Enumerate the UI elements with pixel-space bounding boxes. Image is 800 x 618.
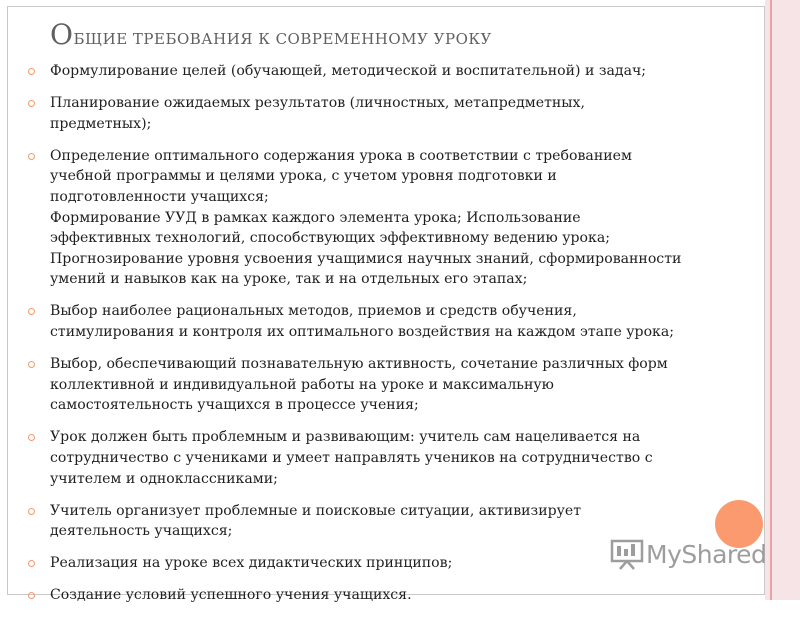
list-item	[28, 427, 768, 489]
requirements-list	[28, 61, 768, 618]
list-item-text: Выбор, обеспечивающий познавательную активность, сочетание различных форм коллективной и индивидуальной работы на уроке и максимальную самостоятельность учащихся в процессе учения;	[50, 356, 668, 414]
list-item-text: Создание условий успешного учения учащихся.	[50, 587, 412, 604]
list-item	[28, 354, 768, 416]
list-item-text: Определение оптимального содержания урока в соответствии с требованием учебной программы и целями урока, с учетом уровня подготовки и подготовленности учащихся; Формирование УУД в рамках каждого элемента урока; Использование эффективных технологий, способствующих эффективному ведению урока; Прогнозирование уровня усвоения учащимися научных знаний, сформированности умений и навыков как на уроке, так и на отдельных его этапах;	[50, 147, 682, 288]
list-item	[28, 585, 768, 606]
watermark-text: MyShared	[646, 539, 767, 569]
list-item	[28, 301, 768, 342]
list-item-text: Выбор наиболее рациональных методов, приемов и средств обучения, стимулирования и контроля их оптимального воздействия на каждом этапе урока;	[50, 303, 675, 341]
bullet-icon	[28, 592, 35, 599]
watermark-logo	[610, 538, 766, 570]
list-item-text: Реализация на уроке всех дидактических принципов;	[50, 555, 453, 572]
list-item-text: Формулирование целей (обучающей, методической и воспитательной) и задач;	[50, 63, 647, 79]
list-item-text: Учитель организует проблемные и поисковые ситуации, активизирует деятельность учащихся;	[50, 502, 582, 540]
list-item-text: Урок должен быть проблемным и развивающим: учитель сам нацеливается на сотрудничество с учениками и умеет направлять учеников на сотрудничество с учителем и одноклассниками;	[50, 429, 653, 487]
slide-title	[50, 18, 750, 51]
bullet-icon	[28, 434, 35, 441]
slide-title-first-letter: О	[50, 18, 74, 51]
list-item	[28, 93, 768, 134]
slide-title-rest: бщие требования к современному уроку	[73, 25, 492, 49]
bullet-icon	[28, 361, 35, 368]
bullet-icon	[28, 68, 35, 75]
list-item	[28, 146, 768, 290]
presentation-board-icon	[610, 538, 644, 570]
side-line	[770, 0, 772, 600]
bullet-icon	[28, 308, 35, 315]
list-item	[28, 61, 768, 82]
bullet-icon	[28, 100, 35, 107]
list-item	[28, 501, 768, 542]
bullet-icon	[28, 508, 35, 515]
bullet-icon	[28, 560, 35, 567]
bullet-icon	[28, 153, 35, 160]
list-item-text: Планирование ожидаемых результатов (личностных, метапредметных, предметных);	[50, 95, 585, 132]
